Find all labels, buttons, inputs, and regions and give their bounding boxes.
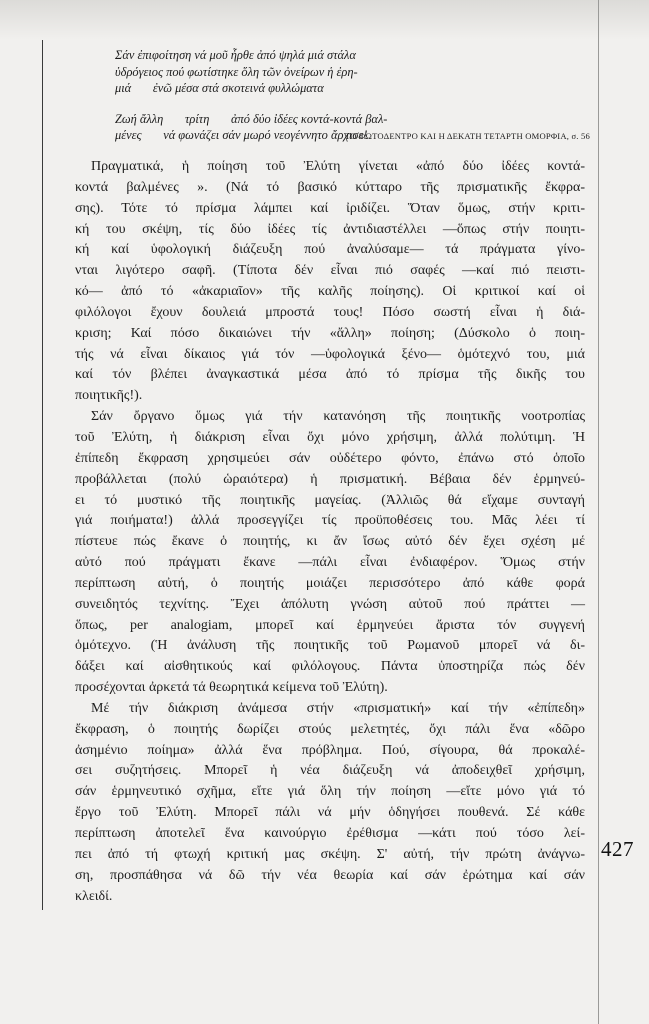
body-line: ἔργο τοῦ Ἐλύτη. Μπορεῖ πάλι νά μήν ὁδηγήσει πουθενά. Σέ κάθε: [75, 805, 585, 821]
body-line: δάξει καί αἰσθητικούς καί φιλόλογους. Πάντα ὑποστηρίζα πώς δέν: [75, 659, 585, 675]
epigraph-line: ὑδρόγειος πού φωτίστηκε ὅλη τῶν ὀνείρων ἡ ἐρη-: [115, 64, 358, 79]
epigraph-line: μένες νά φωνάζει σάν μωρό νεογέννητο ἄρχισε!: [115, 128, 368, 142]
body-line: πει ἀπό τή φτωχή κριτική μας σκέψη. Σ' αὐτή, τήν πρώτη ἀνάγνω-: [75, 846, 585, 862]
body-line: τής νά εἶναι δίκαιος γιά τόν —ὑφολογικά ξένο— ὁμότεχνό του, μιά: [75, 346, 585, 362]
epigraph-line: μιά ἐνῶ μέσα στά σκοτεινά φυλλώματα: [115, 81, 324, 95]
body-line: κή του σκέψη, τίς δύο ἰδέες τίς ἀντιδιαστέλλει —ὅπως στήν ποιητι-: [75, 221, 585, 237]
body-line: κή καί ὑφολογική διάζευξη πού ἀναλύσαμε— τά πράγματα γίνο-: [75, 242, 585, 258]
epigraph-line: Ζωή ἄλλη τρίτη ἀπό δύο ἰδέες κοντά-κοντά βαλ-: [115, 111, 388, 126]
body-line: Πραγματικά, ἡ ποίηση τοῦ Ἐλύτη γίνεται «ἀπό δύο ἰδέες κοντά-: [91, 159, 585, 174]
body-line: ἐπίπεδη ἔκφραση χρησιμεύει σάν οὐδέτερο φόντο, ἐπάνω στό ὁποῖο: [75, 450, 585, 466]
page-edge-rule: [598, 0, 599, 1024]
body-line: κό— ἀπό τό «ἀκαριαῖον» τῆς καλῆς ποίησης). Οἱ κριτικοί καί οἱ: [75, 284, 585, 300]
body-line: περίπτωση αὐτή, ὁ ποιητής μοιάζει περισσότερο ἀπό κάθε φορά: [75, 575, 585, 591]
scan-top-shadow: [0, 0, 649, 40]
body-line: σάν ἑρμηνευτικό σχῆμα, εἴτε γιά ὅλη τήν ποίηση —εἴτε μόνο γιά τό: [75, 784, 585, 800]
body-line: ση, προσπάθησα νά δῶ τήν νέα θεωρία καί σάν ἐρώτημα καί σάν: [75, 867, 585, 883]
epigraph: [115, 47, 575, 144]
epigraph-line: Σάν ἐπιφοίτηση νά μοῦ ἦρθε ἀπό ψηλά μιά στάλα: [115, 48, 356, 62]
body-line: τοῦ Ἐλύτη, ἡ διάκριση εἶναι ὄχι μόνο χρήσιμη, ἀλλά πολύτιμη. Ἡ: [75, 429, 585, 445]
body-text: [75, 157, 585, 907]
body-line: κοντά βαλμένες ». (Νά τό βασικό κύτταρο τῆς πρισματικῆς ἔκφρα-: [75, 179, 585, 195]
stanza-gap: [115, 97, 575, 111]
body-line: ποιητικῆς!).: [75, 388, 143, 404]
page-number: 427: [601, 837, 634, 861]
body-line: γιά ποιήματα!) ἀλλά προσεγγίζει τίς προϋποθέσεις του. Μᾶς λέει τί: [75, 513, 585, 529]
body-line: πίστευε πώς ἔκανε ὁ ποιητής, κι ἄν ἴσως αὐτό δέν ἔχει σχέση μέ: [75, 534, 585, 550]
body-line: περίπτωση ἀποτελεῖ ἕνα καινούργιο ἐρέθισμα —κάτι πού τόσο λεί-: [75, 826, 585, 841]
body-line: αὐτό πού πράγματι ἔκανε —πάλι εἶναι ἐνδιαφέρον. Ὅμως στήν: [75, 555, 585, 571]
body-line: σης). Τότε τό πρίσμα λάμπει καί ἰριδίζει. Ὅταν ὅμως, στήν κριτι-: [75, 200, 585, 216]
body-line: κλειδί.: [75, 888, 113, 904]
body-line: κριση; Καί πόσο δικαιώνει τήν «ἄλλη» ποίηση; (Δύσκολο ὁ ποιη-: [75, 325, 585, 341]
body-line: νται λιγότερο σαφῆ. (Τίποτα δέν εἶναι πιό σαφές —καί πιό πειστι-: [75, 263, 585, 279]
body-line: καί τόν βλέπει ἀναγκαστικά μέσα ἀπό τό πρίσμα τῆς δικῆς του: [75, 367, 585, 383]
body-line: προβάλλεται (πολύ ὡραιότερα) ἡ πρισματική. Βέβαια δέν ἑρμηνεύ-: [75, 471, 585, 487]
body-line: συνειδητός τεχνίτης. Ἔχει ἀπόλυτη γνώση αὐτοῦ πού πράττει —: [75, 596, 585, 612]
body-line: ει τό μυστικό τῆς ποιητικῆς μαγείας. (Ἀλλιῶς θά εἴχαμε συνταγή: [75, 492, 585, 508]
body-line: ἔκφραση, ὁ ποιητής δωρίζει στούς μελετητές, ὄχι πάλι ἕνα «δῶρο: [75, 721, 585, 737]
body-line: προσέχονται ἀρκετά τά θεωρητικά κείμενα τοῦ Ἐλύτη).: [75, 680, 388, 696]
body-line: σει συζητήσεις. Μπορεῖ ἡ νέα διάζευξη νά ἀποδειχθεῖ χρήσιμη,: [75, 763, 585, 779]
body-line: Σάν ὄργανο ὅμως γιά τήν κατανόηση τῆς ποιητικῆς νοοτροπίας: [91, 409, 585, 425]
body-line: ὁμότεχνο. (Ἡ ἀνάλυση τῆς ποιητικῆς τοῦ Ρωμανοῦ μπορεῖ νά δι-: [75, 638, 585, 654]
epigraph-source: ΤΟ ΦΩΤΟΔΕΝΤΡΟ ΚΑΙ Η ΔΕΚΑΤΗ ΤΕΤΑΡΤΗ ΟΜΟΡΦΙΑ, σ. 56: [344, 131, 590, 141]
body-line: Μέ τήν διάκριση ἀνάμεσα στήν «πρισματική» καί τήν «ἐπίπεδη»: [91, 700, 585, 716]
body-line: φιλόλογοι ἔχουν δουλειά μπροστά τους! Πόσο σωστή εἶναι ἡ διά-: [75, 304, 585, 320]
body-line: ἀσημένιο ποίημα» ἀλλά ἕνα πρόβλημα. Πού, σίγουρα, θά προκαλέ-: [75, 742, 585, 758]
body-line: ὅπως, per analogiam, μπορεῖ καί ἑρμηνεύει ἄριστα τόν συγγενή: [75, 617, 585, 633]
left-margin-rule: [42, 40, 43, 910]
